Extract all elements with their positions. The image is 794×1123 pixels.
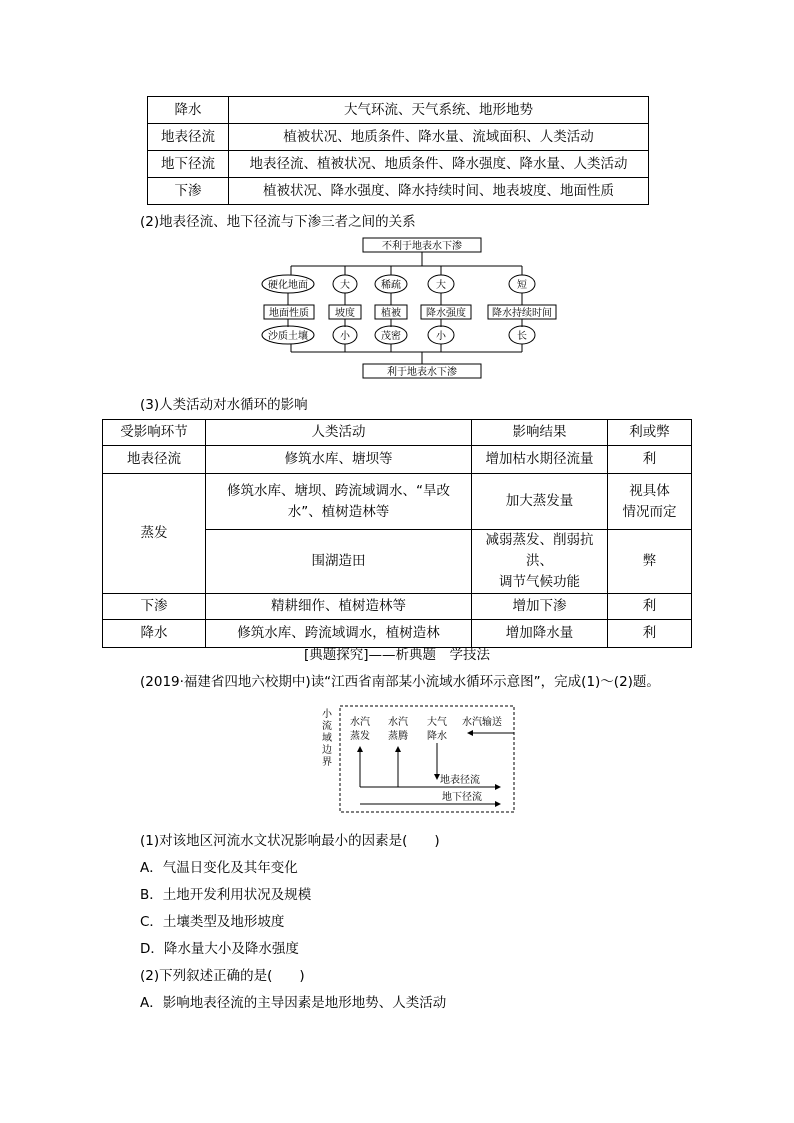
question-source: (2019·福建省四地六校期中): [140, 674, 311, 690]
result-line: 减弱蒸发、削弱抗洪、: [485, 532, 594, 569]
result-cell: 增加枯水期径流量: [472, 446, 608, 474]
result-cell: 加大蒸发量: [472, 474, 608, 530]
precip-label: 大气: [427, 717, 447, 728]
activity-cell: 修筑水库、跨流域调水，植树造林: [206, 619, 472, 647]
boundary-char: 界: [322, 757, 332, 768]
table-row: [103, 474, 692, 530]
table-row: [148, 178, 649, 205]
boundary-label: [322, 707, 333, 768]
oval-label: 大: [340, 280, 350, 291]
question-1-option-d[interactable]: D．降水量大小及降水强度: [140, 941, 299, 957]
question-1-option-a[interactable]: A．气温日变化及其年变化: [140, 860, 298, 876]
eval-line: 情况而定: [622, 503, 677, 520]
eval-cell: 利: [608, 593, 692, 619]
precip-label: 降水: [427, 731, 447, 742]
boundary-char: 域: [322, 733, 332, 744]
factor-desc-cell: 植被状况、降水强度、降水持续时间、地表坡度、地面性质: [229, 178, 649, 205]
oval-label: 大: [436, 280, 446, 291]
factor-box-label: 降水持续时间: [492, 308, 552, 319]
factor-cell: 降水: [148, 97, 229, 124]
section-3-title: (3)人类活动对水循环的影响: [140, 397, 308, 413]
oval-label: 沙质土壤: [268, 331, 308, 342]
factor-box-label: 植被: [381, 308, 401, 319]
eval-cell: 利: [608, 619, 692, 647]
transp-label: 水汽: [388, 717, 408, 728]
question-1-stem: (1)对该地区河流水文状况影响最小的因素是( ): [140, 833, 440, 849]
question-2-option-a[interactable]: A．影响地表径流的主导因素是地形地势、人类活动: [140, 995, 447, 1011]
factor-desc-cell: 大气环流、天气系统、地形地势: [229, 97, 649, 124]
result-cell: [472, 530, 608, 594]
question-1-option-c[interactable]: C．土壤类型及地形坡度: [140, 914, 285, 930]
eval-line: 视具体: [629, 482, 670, 499]
oval-label: 小: [340, 331, 350, 342]
human-activity-table: [102, 419, 692, 648]
column-header: 影响结果: [472, 420, 608, 446]
link-cell: 下渗: [103, 593, 206, 619]
oval-label: 小: [436, 331, 446, 342]
surface-runoff-label: 地表径流: [440, 775, 480, 786]
factor-cell: 地下径流: [148, 151, 229, 178]
column-header: 受影响环节: [103, 420, 206, 446]
activity-cell: [206, 474, 472, 530]
section-2-title: (2)地表径流、地下径流与下渗三者之间的关系: [140, 214, 416, 230]
factor-cell: 地表径流: [148, 124, 229, 151]
activity-cell: 修筑水库、塘坝等: [206, 446, 472, 474]
table-header-row: [103, 420, 692, 446]
boundary-char: 小: [322, 709, 332, 720]
activity-line: 水”、植树造林等: [287, 503, 390, 520]
column-header: 人类活动: [206, 420, 472, 446]
explore-heading: [典题探究]——析典题 学技法: [303, 647, 491, 663]
factor-box-label: 降水强度: [426, 308, 466, 319]
oval-label: 硬化地面: [268, 280, 308, 291]
link-cell: 地表径流: [103, 446, 206, 474]
top-box-label: 不利于地表水下渗: [382, 241, 462, 252]
infiltration-diagram: [255, 236, 575, 382]
watershed-cycle-diagram: [318, 703, 524, 815]
factor-box-label: 坡度: [335, 308, 355, 319]
table-row: [103, 593, 692, 619]
factor-desc-cell: 地表径流、植被状况、地质条件、降水强度、降水量、人类活动: [229, 151, 649, 178]
underground-runoff-label: 地下径流: [442, 792, 482, 803]
oval-label: 长: [517, 331, 527, 342]
link-cell: 蒸发: [103, 474, 206, 594]
table-row: [148, 97, 649, 124]
evap-label: 蒸发: [350, 731, 370, 742]
factor-desc-cell: 植被状况、地质条件、降水量、流域面积、人类活动: [229, 124, 649, 151]
boundary-char: 边: [322, 745, 332, 756]
transp-label: 蒸腾: [388, 731, 408, 742]
bottom-box-label: 利于地表水下渗: [387, 367, 457, 378]
activity-cell: 精耕细作、植树造林等: [206, 593, 472, 619]
table-row: [148, 151, 649, 178]
oval-label: 短: [517, 280, 527, 291]
factor-table: [147, 96, 649, 205]
eval-cell: [608, 474, 692, 530]
question-intro-text: 读“江西省南部某小流域水循环示意图”，完成(1)～(2)题。: [310, 674, 660, 690]
oval-label: 茂密: [381, 331, 401, 342]
question-1-option-b[interactable]: B．土地开发利用状况及规模: [140, 887, 312, 903]
column-header: 利或弊: [608, 420, 692, 446]
activity-cell: 围湖造田: [206, 530, 472, 594]
evap-label: 水汽: [350, 717, 370, 728]
activity-line: 修筑水库、塘坝、跨流域调水、“旱改: [227, 482, 450, 499]
table-row: [148, 124, 649, 151]
question-intro: [140, 670, 660, 690]
question-2-stem: (2)下列叙述正确的是( ): [140, 968, 305, 984]
boundary-char: 流: [322, 721, 332, 732]
factor-box-label: 地面性质: [269, 308, 309, 319]
factor-cell: 下渗: [148, 178, 229, 205]
transport-label: 水汽输送: [462, 717, 502, 728]
result-cell: 增加下渗: [472, 593, 608, 619]
table-row: [103, 446, 692, 474]
result-line: 调节气候功能: [499, 573, 580, 590]
eval-cell: 弊: [608, 530, 692, 594]
eval-cell: 利: [608, 446, 692, 474]
result-cell: 增加降水量: [472, 619, 608, 647]
link-cell: 降水: [103, 619, 206, 647]
oval-label: 稀疏: [381, 280, 401, 291]
